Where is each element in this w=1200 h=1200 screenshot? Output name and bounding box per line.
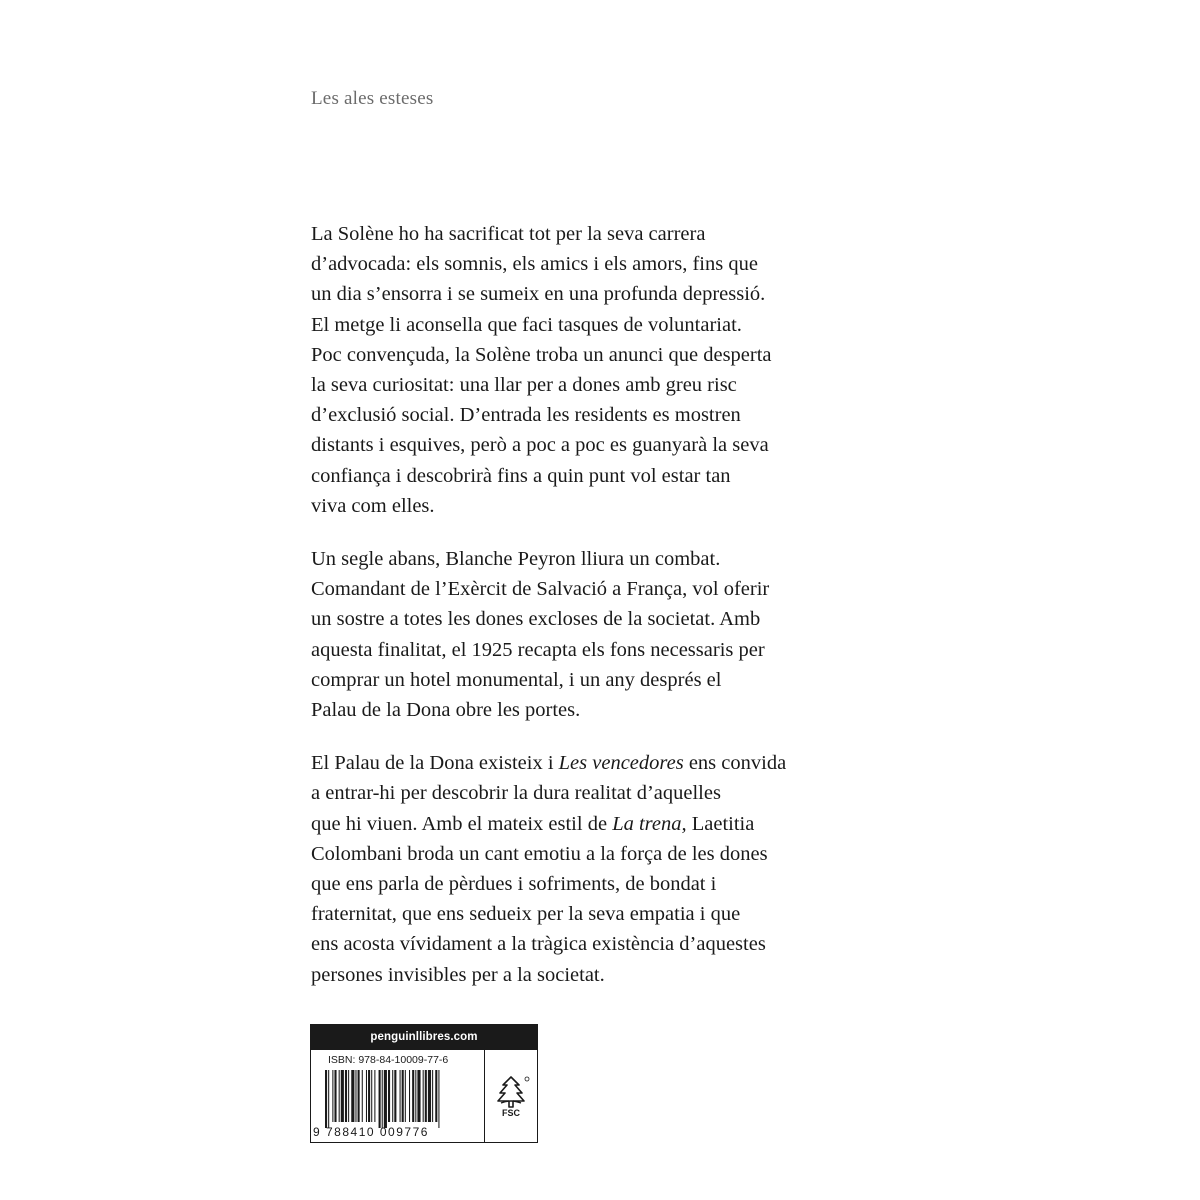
barcode-bar bbox=[355, 1070, 356, 1122]
text-line: que ens parla de pèrdues i sofriments, de bondat i bbox=[311, 873, 717, 896]
barcode-bar bbox=[339, 1070, 340, 1122]
text-span: ens convida bbox=[683, 752, 787, 775]
barcode-bar bbox=[428, 1070, 431, 1122]
barcode-bar bbox=[417, 1070, 420, 1122]
text-line: comprar un hotel monumental, i un any després el bbox=[311, 668, 722, 691]
text-line: ens acosta vívidament a la tràgica existència d’aquestes bbox=[311, 933, 766, 956]
barcode-bar bbox=[371, 1070, 372, 1122]
barcode-bar bbox=[332, 1070, 333, 1122]
book-title-italic: Les vencedores bbox=[558, 752, 684, 775]
blurb-paragraph-2 bbox=[311, 544, 851, 725]
text-span: que hi viuen. Amb el mateix estil de bbox=[311, 812, 613, 835]
barcode-bar bbox=[366, 1070, 367, 1122]
text-line: a entrar-hi per descobrir la dura realitat d’aquelles bbox=[311, 782, 721, 805]
barcode-bar bbox=[325, 1070, 327, 1128]
text-line: d’advocada: els somnis, els amics i els amors, fins que bbox=[311, 253, 758, 276]
barcode-bar bbox=[374, 1070, 375, 1122]
barcode-bar bbox=[409, 1070, 410, 1122]
barcode-panel bbox=[310, 1024, 538, 1143]
text-line: viva com elles. bbox=[311, 494, 435, 517]
barcode-bar bbox=[341, 1070, 344, 1122]
barcode-bar bbox=[345, 1070, 347, 1122]
text-line: un sostre a totes les dones excloses de la societat. Amb bbox=[311, 608, 761, 631]
barcode-icon bbox=[325, 1070, 475, 1130]
barcode-bar bbox=[358, 1070, 360, 1122]
barcode-digits: 9 788410 009776 bbox=[313, 1125, 429, 1139]
barcode-bar bbox=[328, 1070, 329, 1128]
text-line bbox=[311, 748, 851, 778]
barcode-bar bbox=[432, 1070, 433, 1122]
text-line: Poc convençuda, la Solène troba un anunci que desperta bbox=[311, 343, 772, 366]
text-span: Laetitia bbox=[686, 812, 755, 835]
blurb-paragraph-3 bbox=[311, 748, 851, 990]
series-title: Les ales esteses bbox=[311, 88, 434, 109]
barcode-bar bbox=[400, 1070, 401, 1122]
text-line: Un segle abans, Blanche Peyron lliura un combat. bbox=[311, 548, 721, 571]
barcode-bar bbox=[362, 1070, 363, 1122]
barcode-bar bbox=[412, 1070, 414, 1122]
text-line: la seva curiositat: una llar per a dones amb greu risc bbox=[311, 374, 737, 397]
text-line: confiança i descobrirà fins a quin punt vol estar tan bbox=[311, 464, 731, 487]
barcode-bar bbox=[334, 1070, 336, 1122]
barcode-bar bbox=[415, 1070, 416, 1122]
text-line: distants i esquives, però a poc a poc es guanyarà la seva bbox=[311, 434, 769, 457]
text-line: d’exclusió social. D’entrada les residents es mostren bbox=[311, 404, 741, 427]
text-line: fraternitat, que ens sedueix per la seva empatia i que bbox=[311, 903, 741, 926]
barcode-bar bbox=[368, 1070, 370, 1122]
blurb-paragraph-1 bbox=[311, 219, 851, 521]
text-line: La Solène ho ha sacrificat tot per la seva carrera bbox=[311, 223, 706, 245]
barcode-bar bbox=[351, 1070, 354, 1122]
barcode-bar bbox=[384, 1070, 387, 1128]
divider bbox=[484, 1050, 485, 1143]
barcode-bar bbox=[423, 1070, 424, 1122]
text-line: aquesta finalitat, el 1925 recapta els fons necessaris per bbox=[311, 638, 765, 661]
text-line: Colombani broda un cant emotiu a la força de les dones bbox=[311, 842, 768, 865]
barcode-bar bbox=[402, 1070, 404, 1122]
text-line: persones invisibles per a la societat. bbox=[311, 963, 605, 986]
book-title-italic: La trena, bbox=[612, 812, 687, 835]
barcode-bar bbox=[394, 1070, 396, 1122]
text-span: El Palau de la Dona existeix i bbox=[311, 752, 559, 775]
barcode-bar bbox=[382, 1070, 383, 1128]
barcode-bar bbox=[438, 1070, 439, 1128]
barcode-bar bbox=[388, 1070, 390, 1122]
barcode-bar bbox=[392, 1070, 393, 1122]
barcode-bar bbox=[435, 1070, 437, 1122]
barcode-bar bbox=[405, 1070, 406, 1122]
text-line: El metge li aconsella que faci tasques de voluntariat. bbox=[311, 313, 742, 336]
back-cover-blurb bbox=[311, 219, 851, 990]
barcode-bar bbox=[348, 1070, 349, 1122]
text-line bbox=[311, 809, 851, 839]
text-line: Palau de la Dona obre les portes. bbox=[311, 699, 581, 722]
publisher-website: penguinllibres.com bbox=[311, 1025, 537, 1050]
fsc-label: FSC bbox=[502, 1108, 520, 1118]
isbn-label: ISBN: 978-84-10009-77-6 bbox=[328, 1054, 449, 1066]
text-line: Comandant de l’Exèrcit de Salvació a França, vol oferir bbox=[311, 578, 770, 601]
text-line: un dia s’ensorra i se sumeix en una profunda depressió. bbox=[311, 283, 766, 306]
barcode-bar bbox=[425, 1070, 427, 1122]
barcode-bar bbox=[379, 1070, 381, 1128]
